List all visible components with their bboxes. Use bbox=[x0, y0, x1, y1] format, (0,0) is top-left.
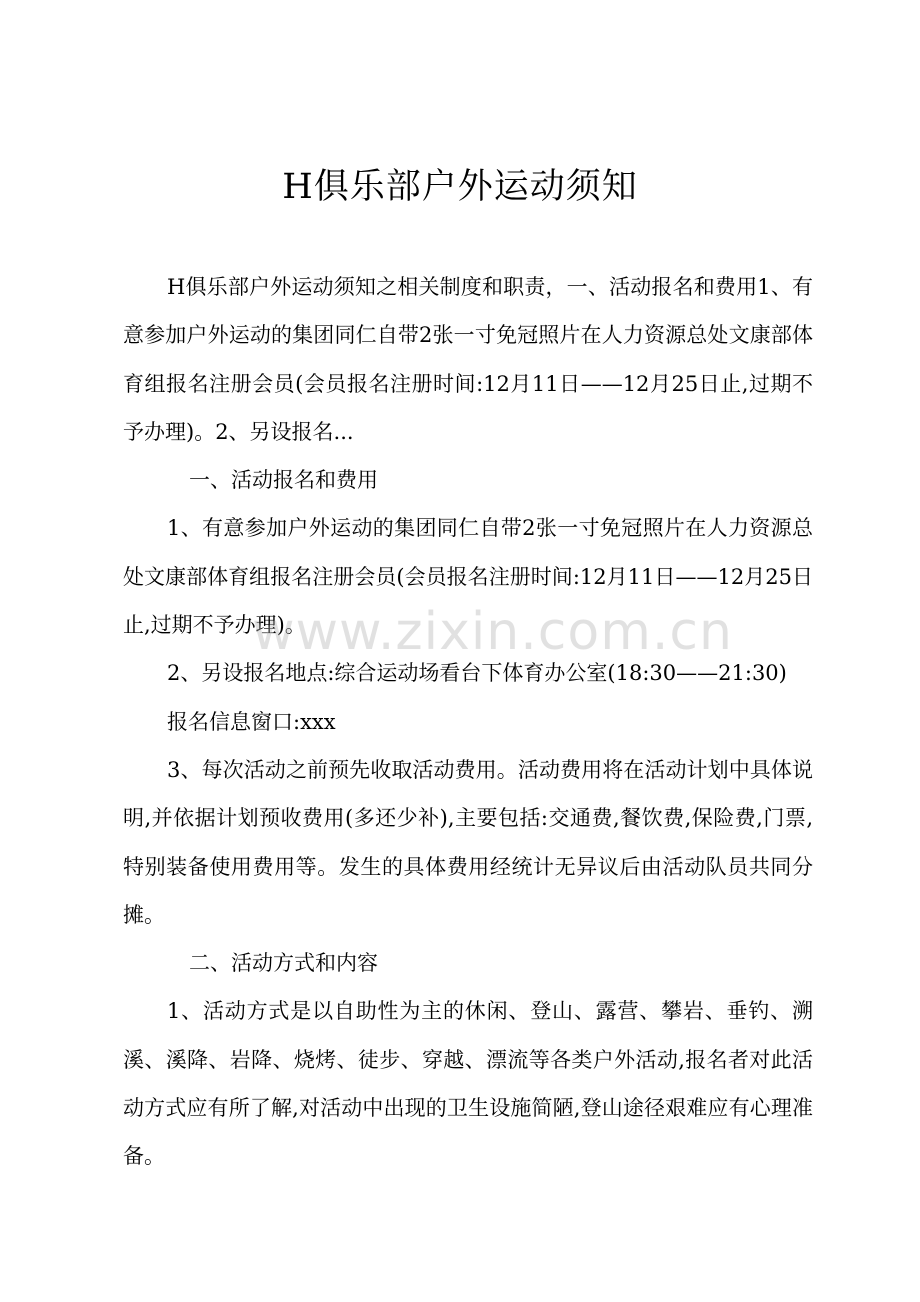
paragraph-registration-item-3: 3、每次活动之前预先收取活动费用。活动费用将在活动计划中具体说明,并依据计划预收费用(多还少补),主要包括:交通费,餐饮费,保险费,门票,特别装备使用费用等。发生的具体费用经统计无异议后由活动队员共同分摊。 bbox=[123, 757, 813, 927]
paragraph-registration-item-2: 2、另设报名地点:综合运动场看台下体育办公室(18:30——21:30) bbox=[167, 661, 787, 686]
paragraph-registration-window: 报名信息窗口:xxx bbox=[167, 709, 336, 734]
watermark-text: www.zixin.com.cn bbox=[252, 602, 733, 662]
paragraph-registration-item-1: 1、有意参加户外运动的集团同仁自带2张一寸免冠照片在人力资源总处文康部体育组报名注册会员(会员报名注册时间:12月11日——12月25日止,过期不予办理)。 bbox=[123, 516, 813, 638]
document-title: H俱乐部户外运动须知 bbox=[282, 167, 638, 207]
intro-paragraph: H俱乐部户外运动须知之相关制度和职责，一、活动报名和费用1、有意参加户外运动的集团同仁自带2张一寸免冠照片在人力资源总处文康部体育组报名注册会员(会员报名注册时间:12月11日——12月25日止,过期不予办理)。2、另设报名... bbox=[123, 275, 813, 444]
section-heading-registration: 一、活动报名和费用 bbox=[189, 468, 378, 493]
section-heading-activity-mode: 二、活动方式和内容 bbox=[189, 951, 378, 976]
paragraph-activity-mode-item-1: 1、活动方式是以自助性为主的休闲、登山、露营、攀岩、垂钓、溯溪、溪降、岩降、烧烤、徒步、穿越、漂流等各类户外活动,报名者对此活动方式应有所了解,对活动中出现的卫生设施简陋,登山途径艰难应有心理准备。 bbox=[123, 999, 813, 1169]
document-body bbox=[123, 263, 813, 1181]
